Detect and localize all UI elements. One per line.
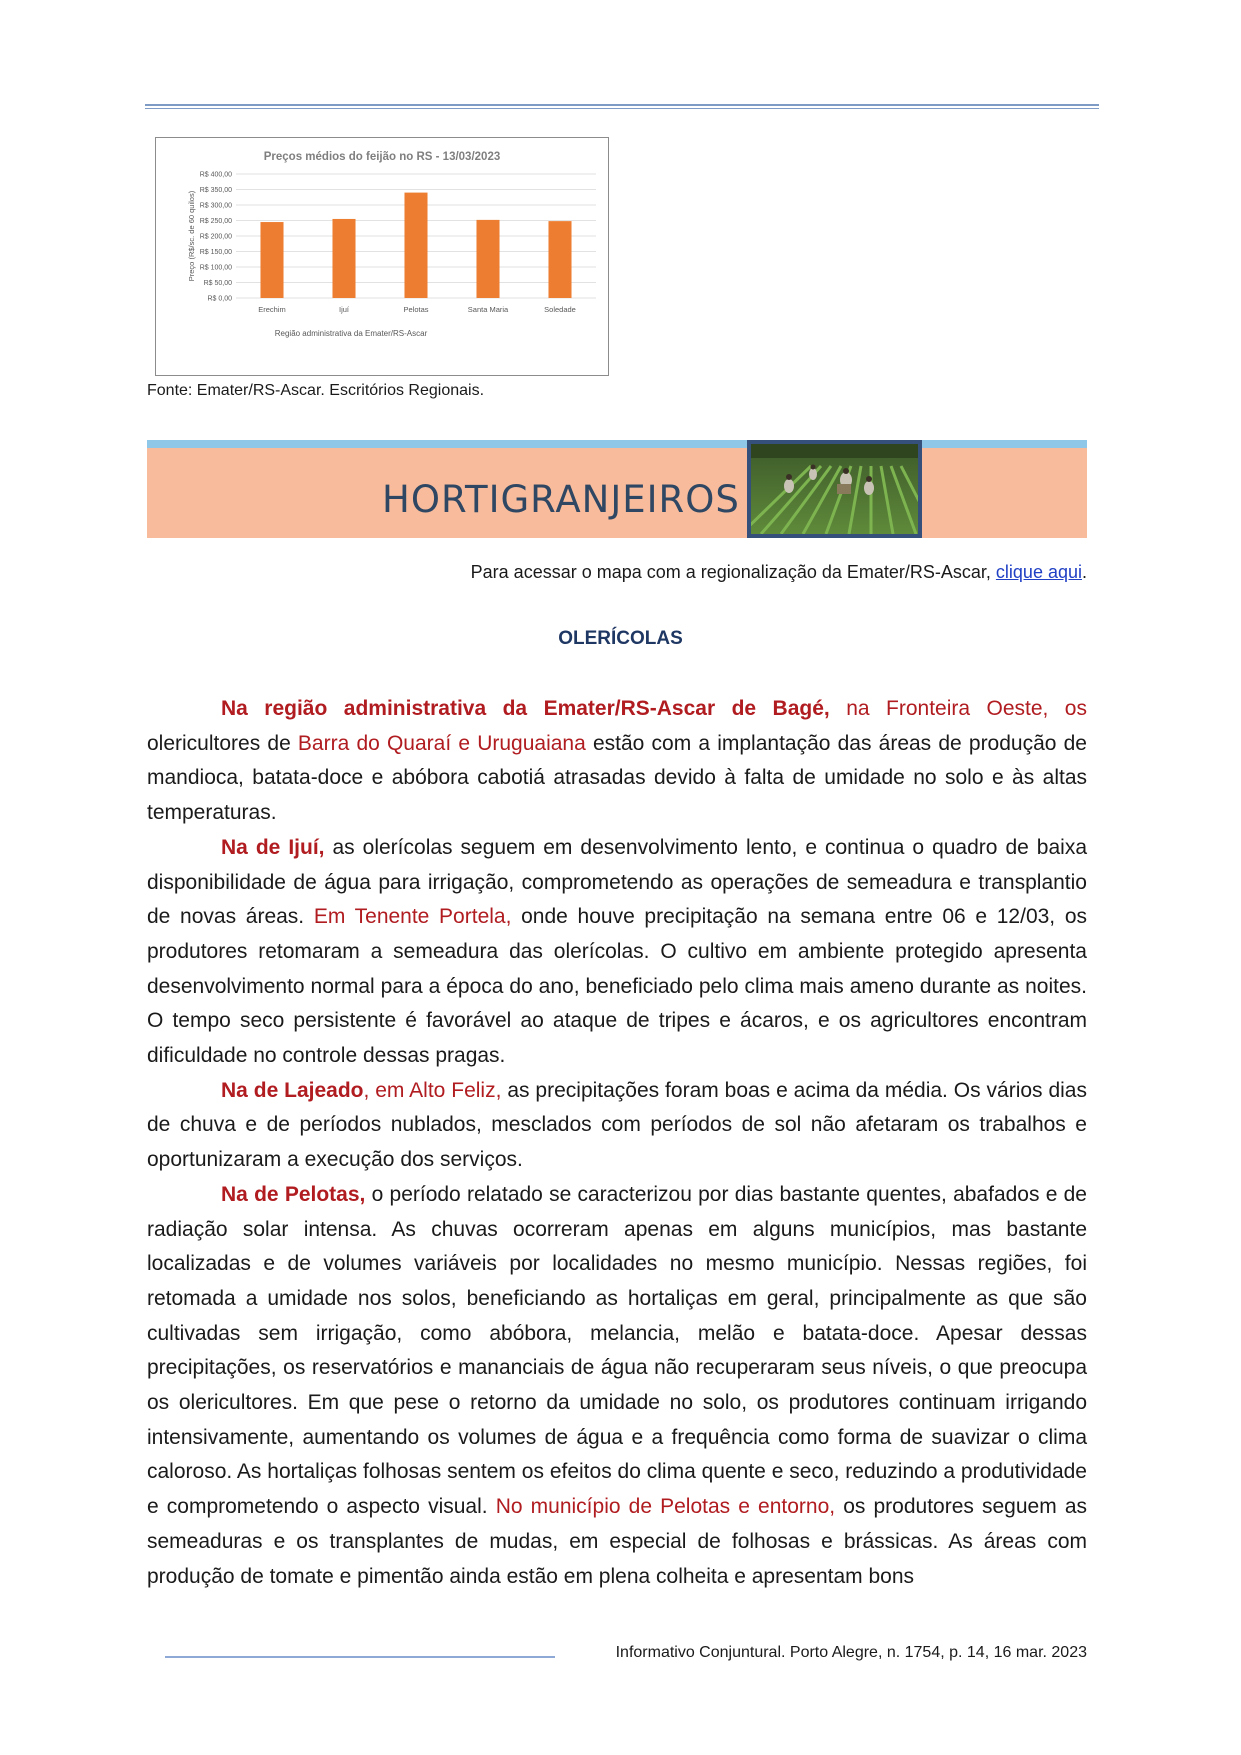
map-access-text: Para acessar o mapa com a regionalização da Emater/RS-Ascar, [470, 562, 991, 582]
y-tick-label: R$ 350,00 [199, 187, 232, 194]
y-tick-label: R$ 250,00 [199, 218, 232, 225]
region-label: Na região administrativa da Emater/RS-Ascar de Bagé, [221, 697, 830, 720]
x-tick-label: Pelotas [403, 305, 429, 314]
paragraph-pelotas [147, 1178, 1087, 1594]
banner-photo [747, 440, 922, 538]
chart-x-axis-label: Região administrativa da Emater/RS-Ascar [274, 329, 428, 338]
map-access-line [471, 562, 1087, 583]
chart-x-ticks [258, 305, 576, 314]
bar-soledade [548, 221, 571, 298]
banner-stripe [147, 440, 1087, 448]
chart-canvas [156, 138, 608, 375]
banner-body [147, 448, 1087, 538]
bar-ijuí [332, 219, 355, 298]
article-body [147, 692, 1087, 1594]
paragraph-text: os produtores seguem as semeaduras e os transplantes de mudas, em especial de folhosas e brássicas. As áreas com produção de tomate e pimentão ainda estão em plena colheita e apresentam bons [147, 1495, 1087, 1588]
paragraph-text: estão com a implantação das áreas de produção de mandioca, batata-doce e abóbora cabotiá atrasadas devido à falta de umidade no solo e às altas temperaturas. [147, 731, 1087, 825]
subregion-label: na Fronteira Oeste, os [829, 697, 1087, 720]
map-access-period: . [1081, 562, 1087, 582]
region-label: Na de Lajeado [221, 1078, 364, 1102]
x-tick-label: Santa Maria [467, 305, 509, 314]
paragraph-text: o período relatado se caracterizou por dias bastante quentes, abafados e de radiação solar intensa. As chuvas ocorreram apenas em alguns municípios, mas bastante localizadas e de volumes variáveis por localidades no mesmo município. Nessas regiões, foi retomada a umidade nos solos, beneficiando as hortaliças em geral, principalmente as que são cultivadas sem irrigação, como abóbora, melancia, melão e batata-doce. Apesar dessas precipitações, os reservatórios e mananciais de água não recuperaram seus níveis, o que preocupa os olericultores. Em que pese o retorno da umidade no solo, os produtores continuam irrigando intensivamente, aumentando os volumes de água e a frequência como forma de suavizar o clima caloroso. As hortaliças folhosas sentem os efeitos do clima quente e seco, reduzindo a produtividade e comprometendo o aspecto visual. [147, 1182, 1087, 1519]
bar-santa-maria [476, 220, 499, 298]
paragraph-bage [147, 692, 1087, 831]
municipality-label: No município de Pelotas e entorno, [495, 1495, 836, 1519]
region-label: Na de Pelotas, [221, 1182, 366, 1206]
chart-y-axis-label: Preço (R$/sc. de 60 quilos) [187, 190, 196, 282]
field-workers-photo [751, 444, 918, 534]
banner-title: HORTIGRANJEIROS [382, 478, 740, 521]
chart-title: Preços médios do feijão no RS - 13/03/2023 [263, 151, 501, 163]
x-tick-label: Erechim [258, 305, 286, 314]
municipality-label: , em Alto Feliz, [363, 1078, 502, 1102]
chart-y-ticks [200, 172, 232, 303]
paragraph-lajeado [147, 1074, 1087, 1178]
bar-erechim [260, 222, 283, 298]
header-rule [145, 104, 1099, 106]
municipality-label: Barra do Quaraí e Uruguaiana [297, 731, 586, 755]
y-tick-label: R$ 150,00 [199, 249, 232, 256]
y-tick-label: R$ 100,00 [199, 264, 232, 272]
paragraph-text: olericultores de [147, 731, 298, 755]
footer-citation: Informativo Conjuntural. Porto Alegre, n. 1754, p. 14, 16 mar. 2023 [615, 1644, 1087, 1661]
footer-rule [165, 1656, 555, 1658]
municipality-label: Em Tenente Portela, [313, 905, 512, 929]
region-label: Na de Ijuí, [221, 835, 325, 859]
section-banner [147, 440, 1087, 538]
y-tick-label: R$ 400,00 [199, 171, 232, 179]
paragraph-text: onde houve precipitação na semana entre 06 e 12/03, os produtores retomaram a semeadura das olerícolas. O cultivo em ambiente protegido apresenta desenvolvimento normal para a época do ano, beneficiado pelo clima mais ameno durante as noites. O tempo seco persistente é favorável ao ataque de tripes e ácaros, e os agricultores encontram dificuldade no controle dessas pragas. [147, 905, 1087, 1068]
section-title: OLERÍCOLAS [558, 628, 683, 649]
y-tick-label: R$ 50,00 [203, 280, 232, 287]
y-tick-label: R$ 300,00 [199, 202, 232, 210]
bean-price-chart [155, 137, 609, 376]
x-tick-label: Ijuí [338, 305, 350, 314]
paragraph-text: as olerícolas seguem em desenvolvimento lento, e continua o quadro de baixa disponibilidade de água para irrigação, comprometendo as operações de semeadura e transplantio de novas áreas. [147, 835, 1087, 929]
chart-caption: Fonte: Emater/RS-Ascar. Escritórios Regionais. [147, 382, 485, 399]
paragraph-text: as precipitações foram boas e acima da média. Os vários dias de chuva e de períodos nublados, mesclados com períodos de sol não afetaram os trabalhos e oportunizaram a execução dos serviços. [147, 1078, 1087, 1172]
map-access-link[interactable]: clique aqui [995, 562, 1082, 582]
x-tick-label: Soledade [544, 305, 576, 314]
bar-pelotas [404, 193, 427, 298]
header-rule-thin [145, 108, 1099, 109]
y-tick-label: R$ 200,00 [199, 233, 232, 241]
paragraph-ijui [147, 831, 1087, 1074]
y-tick-label: R$ 0,00 [207, 295, 232, 303]
